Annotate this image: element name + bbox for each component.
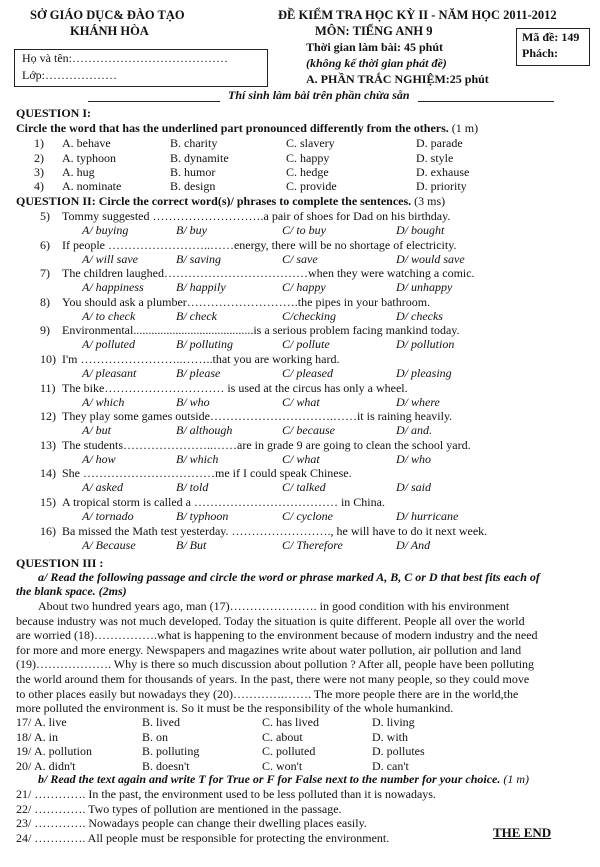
item-number: 3): [34, 165, 44, 179]
option-a[interactable]: A. didn't: [34, 758, 76, 773]
option-d[interactable]: D/ where: [396, 394, 440, 409]
item-number: 17/: [16, 715, 32, 729]
option-b[interactable]: B/ But: [176, 537, 207, 552]
sentence-stem: She ……………………………me if I could speak Chinese.: [62, 466, 352, 481]
option-b[interactable]: B/ buy: [176, 223, 207, 237]
q3-part-b-line: [38, 772, 529, 787]
q3-title: QUESTION III :: [16, 556, 104, 570]
subject: MÔN: TIẾNG ANH 9: [315, 24, 433, 38]
option-a[interactable]: A. pollution: [34, 744, 93, 758]
option-b[interactable]: B/ who: [176, 394, 210, 409]
option-a[interactable]: A. live: [34, 715, 67, 729]
option-b[interactable]: B/ happily: [176, 280, 226, 295]
option-d[interactable]: D/ who: [396, 451, 432, 466]
option-a[interactable]: A/ asked: [82, 480, 123, 495]
option-b[interactable]: B/ saving: [176, 251, 221, 266]
q2-marks: (3 ms): [414, 194, 446, 208]
option-d[interactable]: D/ pleasing: [396, 366, 452, 380]
option-a[interactable]: A/ buying: [82, 223, 129, 237]
true-false-item[interactable]: 24/ …………. All people must be responsible for protecting the environment.: [16, 830, 390, 845]
sentence-stem: The bike………………………… is used at the circus has only a wheel.: [62, 380, 408, 395]
option-c[interactable]: C. has lived: [262, 715, 319, 729]
option-b[interactable]: B. doesn't: [142, 758, 190, 773]
option-c[interactable]: C/ to buy: [282, 223, 326, 237]
instruction-banner: Thí sinh làm bài trên phần chừa sẵn: [228, 88, 410, 102]
option-b[interactable]: B. design: [170, 179, 216, 193]
option-c[interactable]: C. polluted: [262, 744, 316, 758]
true-false-item[interactable]: 23/ …………. Nowadays people can change their dwelling places easily.: [16, 816, 367, 831]
passage-line: the world around them for thousands of years. In the past, there were not many people, so they could move: [16, 672, 530, 686]
option-d[interactable]: D. exhause: [416, 165, 470, 179]
passage-line: (19)………………. Why is there so much discussion about pollution ? After all, people have been polluting: [16, 657, 535, 672]
option-c[interactable]: C. provide: [286, 179, 337, 193]
item-number: 15): [40, 495, 56, 509]
passage-line: for more and more energy. Newspapers and magazines write about water pollution, air pollution and land: [16, 642, 522, 657]
q1-instruction-line: [16, 121, 478, 136]
sentence-stem: The students…………………..……are in grade 9 are going to clean the school yard.: [62, 437, 471, 452]
option-d[interactable]: D/ unhappy: [396, 280, 453, 295]
passage-line: About two hundred years ago, man (17)…………………. in good condition with his environment: [38, 599, 510, 613]
divider-right: [418, 101, 554, 102]
option-c[interactable]: C/ what: [282, 394, 320, 409]
option-d[interactable]: D/ bought: [396, 223, 445, 237]
option-c[interactable]: C/ pollute: [282, 337, 330, 352]
option-d[interactable]: D. style: [416, 151, 454, 165]
item-number: 7): [40, 266, 50, 281]
sentence-stem: A tropical storm is called a ……………………………… in China.: [62, 495, 385, 509]
item-number: 20/: [16, 758, 32, 773]
option-b[interactable]: B/ please: [176, 366, 221, 380]
option-c[interactable]: C. slavery: [286, 136, 335, 150]
option-b[interactable]: B/ check: [176, 308, 217, 323]
option-a[interactable]: A. hug: [62, 165, 95, 179]
option-d[interactable]: D/ pollution: [396, 337, 455, 352]
true-false-item[interactable]: 22/ …………. Two types of pollution are mentioned in the passage.: [16, 801, 342, 816]
sentence-stem: You should ask a plumber……………………….the pipes in your bathroom.: [62, 294, 431, 309]
item-number: 12): [40, 409, 56, 424]
item-number: 18/: [16, 729, 32, 744]
option-c[interactable]: C. happy: [286, 151, 330, 165]
item-number: 16): [40, 523, 56, 538]
true-false-item[interactable]: 21/ …………. In the past, the environment used to be less polluted than it is nowadays.: [16, 787, 436, 801]
option-d[interactable]: D/ said: [396, 480, 432, 495]
option-b[interactable]: B. on: [142, 729, 169, 744]
exam-time-note: (không kể thời gian phát đề): [306, 56, 447, 70]
option-a[interactable]: A/ to check: [82, 308, 136, 323]
option-b[interactable]: B. polluting: [142, 744, 200, 758]
passage-line: more polluted the environment is. So it must be the responsibility of the whole humankind.: [16, 701, 454, 716]
q2-title: QUESTION II: Circle the correct word(s)/ phrases to complete the sentences.: [16, 194, 412, 208]
exam-code: Mã đề: 149: [522, 30, 580, 44]
part-a-label: A. PHẦN TRẮC NGHIỆM:25 phút: [306, 72, 489, 86]
option-a[interactable]: A/ pleasant: [82, 366, 137, 380]
divider-left: [88, 101, 220, 102]
dept-name: SỞ GIÁO DỤC& ĐÀO TẠO: [30, 8, 185, 22]
option-a[interactable]: A. typhoon: [62, 151, 116, 165]
sentence-stem: They play some games outside………………………….……it is raining heavily.: [62, 409, 453, 424]
passage-line: are worried (18)…………….what is happening to the environment because of modern industry and the need: [16, 628, 538, 643]
exam-title: ĐỀ KIỂM TRA HỌC KỲ II - NĂM HỌC 2011-2012: [278, 8, 557, 22]
class-field-label: Lớp:………………: [22, 68, 118, 82]
option-c[interactable]: C/checking: [282, 308, 336, 323]
option-a[interactable]: A/ tornado: [82, 509, 134, 523]
option-a[interactable]: A/ happiness: [82, 280, 144, 295]
option-c[interactable]: C. won't: [262, 758, 303, 773]
option-c[interactable]: C/ what: [282, 451, 320, 466]
q3-part-b-marks: (1 m): [503, 772, 530, 786]
option-a[interactable]: A/ but: [82, 423, 111, 438]
q2-title-line: [16, 194, 445, 209]
option-d[interactable]: D. pollutes: [372, 744, 425, 758]
item-number: 5): [40, 209, 50, 223]
q3-part-b-instruction: b/ Read the text again and write T for True or F for False next to the number for your choice.: [38, 772, 501, 786]
option-c[interactable]: C/ pleased: [282, 366, 333, 380]
item-number: 1): [34, 136, 44, 150]
option-a[interactable]: A/ will save: [82, 251, 138, 266]
option-c[interactable]: C/ Therefore: [282, 537, 343, 552]
option-b[interactable]: B/ although: [176, 423, 233, 438]
option-c[interactable]: C/ cyclone: [282, 509, 333, 523]
the-end: THE END: [493, 825, 552, 840]
option-b[interactable]: B. humor: [170, 165, 216, 179]
item-number: 13): [40, 437, 56, 452]
option-c[interactable]: C. hedge: [286, 165, 329, 179]
q1-marks: (1 m): [451, 121, 479, 135]
option-b[interactable]: B. charity: [170, 136, 218, 150]
option-d[interactable]: D/ And: [396, 537, 431, 552]
exam-time: Thời gian làm bài: 45 phút: [306, 40, 444, 54]
option-c[interactable]: C/ because: [282, 423, 335, 438]
item-number: 11): [40, 380, 56, 395]
option-a[interactable]: A/ how: [82, 451, 116, 466]
option-c[interactable]: C. about: [262, 729, 303, 744]
q1-instruction: Circle the word that has the underlined part pronounced differently from the others.: [16, 121, 449, 135]
passage-line: to other places easily but nowadays they (20)………….……. The more people there are in the world,the: [16, 686, 519, 701]
item-number: 9): [40, 323, 50, 338]
option-d[interactable]: D. can't: [372, 758, 409, 773]
phach-label: Phách:: [522, 46, 558, 60]
item-number: 8): [40, 294, 50, 309]
option-d[interactable]: D. priority: [416, 179, 467, 193]
option-d[interactable]: D. living: [372, 715, 415, 729]
option-c[interactable]: C/ save: [282, 251, 318, 266]
sentence-stem: The children laughed………………………………when they were watching a comic.: [62, 266, 475, 281]
q3-part-a-instruction: a/ Read the following passage and circle the word or phrase marked A, B, C or D that best fits each of: [38, 570, 540, 584]
option-b[interactable]: B/ which: [176, 451, 219, 466]
option-b[interactable]: B/ polluting: [176, 337, 233, 352]
item-number: 2): [34, 151, 44, 165]
item-number: 6): [40, 237, 50, 252]
province-name: KHÁNH HÒA: [70, 24, 149, 38]
option-d[interactable]: D/ would save: [396, 251, 465, 266]
option-a[interactable]: A/ polluted: [82, 337, 135, 352]
sentence-stem: Ba missed the Math test yesterday. ……………………., he will have to do it next week.: [62, 523, 488, 538]
option-d[interactable]: D. parade: [416, 136, 463, 150]
passage-line: because industry was not much developed. Today the situation is quite different. People all over the world: [16, 613, 525, 628]
sentence-stem: Tommy suggested ……………………….a pair of shoes for Dad on his birthday.: [62, 209, 451, 223]
option-a[interactable]: A. nominate: [62, 179, 122, 193]
item-number: 10): [40, 352, 56, 366]
option-d[interactable]: D/ checks: [396, 308, 443, 323]
sentence-stem: I'm ……………………..……..that you are working hard.: [62, 352, 340, 366]
item-number: 19/: [16, 744, 32, 758]
option-a[interactable]: A/ Because: [82, 537, 136, 552]
option-a[interactable]: A/ which: [82, 394, 125, 409]
item-number: 14): [40, 466, 56, 481]
item-number: 4): [34, 179, 44, 193]
option-b[interactable]: B. dynamite: [170, 151, 229, 165]
name-field-label: Họ và tên:…………………………………: [22, 51, 228, 65]
option-a[interactable]: A. in: [34, 729, 58, 744]
option-d[interactable]: D. with: [372, 729, 408, 744]
q1-title: QUESTION I:: [16, 106, 92, 120]
option-c[interactable]: C/ talked: [282, 480, 326, 495]
option-b[interactable]: B. lived: [142, 715, 180, 729]
sentence-stem: If people ……………………..……energy, there will be no shortage of electricity.: [62, 237, 457, 252]
option-b[interactable]: B/ told: [176, 480, 209, 495]
option-d[interactable]: D/ hurricane: [396, 509, 459, 523]
option-d[interactable]: D/ and.: [396, 423, 432, 438]
option-a[interactable]: A. behave: [62, 136, 111, 150]
q3-part-a-instruction-cont: the blank space. (2ms): [16, 584, 127, 598]
option-b[interactable]: B/ typhoon: [176, 509, 229, 523]
sentence-stem: Environmental........................................is a serious problem facing mankind today.: [62, 323, 460, 338]
option-c[interactable]: C/ happy: [282, 280, 326, 295]
